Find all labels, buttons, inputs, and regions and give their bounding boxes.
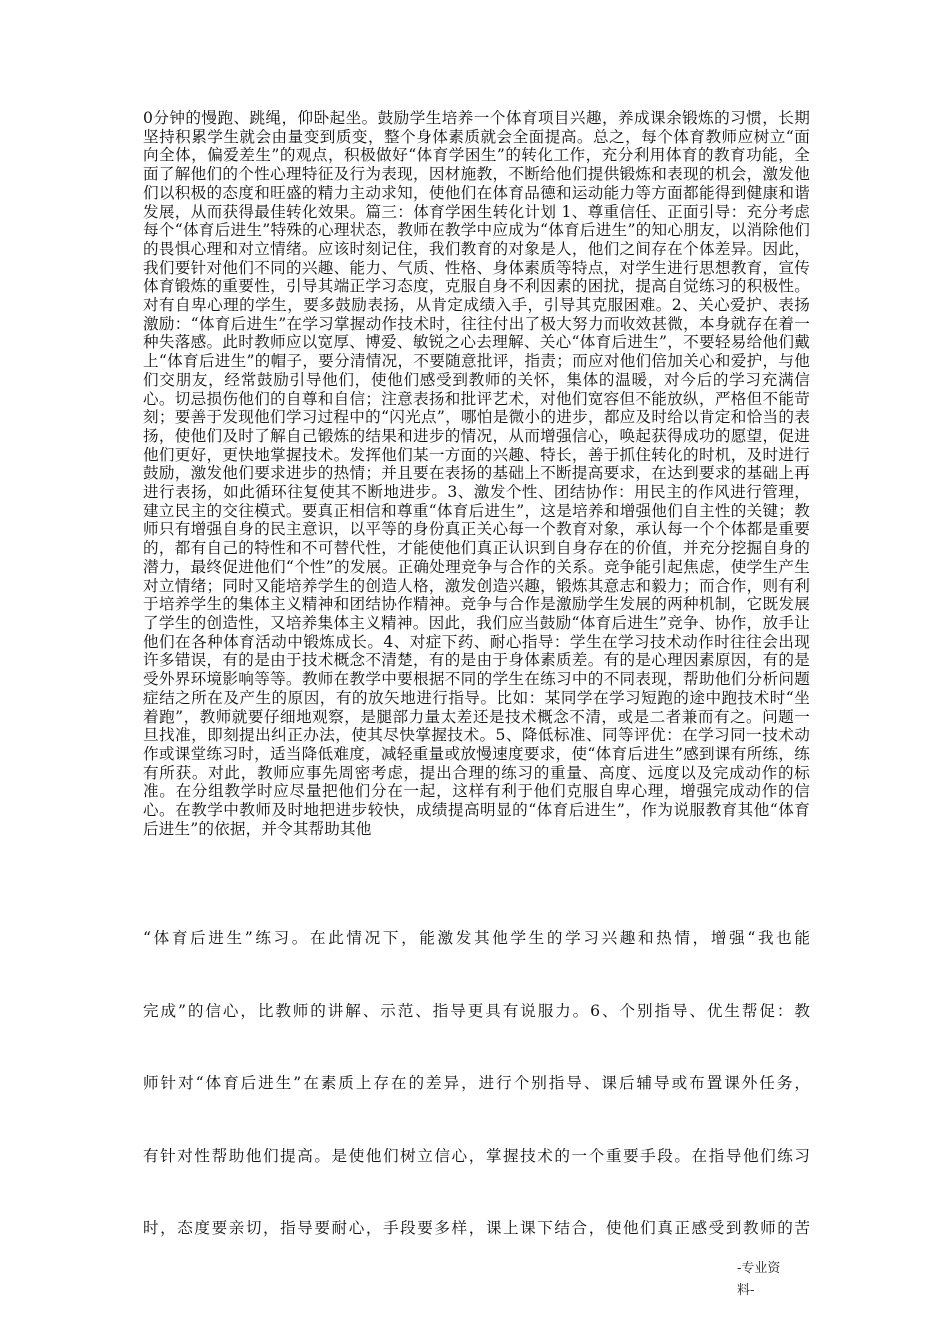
footer-label-line2: 料- [737,1283,755,1298]
spaced-paragraph [143,928,810,1291]
paragraph-line: 师针对“体育后进生”在素质上存在的差异，进行个别指导、课后辅导或布置课外任务， [143,1074,810,1092]
footer-label-line1: -专业资 [737,1261,781,1276]
paragraph-line: 完成”的信心，比教师的讲解、示范、指导更具有说服力。6、个别指导、优生帮促：教 [143,1001,810,1020]
paragraph-line: 有针对性帮助他们提高。是使他们树立信心，掌握技术的一个重要手段。在指导他们练习 [143,1146,810,1165]
paragraph-line: 时，态度要亲切，指导要耐心，手段要多样，课上课下结合，使他们真正感受到教师的苦 [143,1219,810,1237]
main-paragraph: 0分钟的慢跑、跳绳，仰卧起坐。鼓励学生培养一个体育项目兴趣，养成课余锻炼的习惯，长期坚持积累学生就会由量变到质变，整个身体素质就会全面提高。总之，每个体育教师应树立“面向全体，偏爱差生”的观点，积极做好“体育学困生”的转化工作，充分利用体育的教育功能，全面了解他们的个性心理特征及行为表现，因材施教，不断给他们提供锻炼和表现的机会，激发他们以积极的态度和旺盛的精力主动求知，使他们在体育品德和运动能力等方面都能得到健康和谐发展，从而获得最佳转化效果。篇三：体育学困生转化计划 1、尊重信任、正面引导：充分考虑每个“体育后进生”特殊的心理状态，教师在教学中应成为“体育后进生”的知心朋友，以消除他们的畏惧心理和对立情绪。应该时刻记住，我们教育的对象是人，他们之间存在个体差异。因此，我们要针对他们不同的兴趣、能力、气质、性格、身体素质等特点，对学生进行思想教育，宣传体育锻炼的重要性，引导其端正学习态度，克服自身不利因素的困扰，提高自觉练习的积极性。对有自卑心理的学生，要多鼓励表扬，从肯定成绩入手，引导其克服困难。2、关心爱护、表扬激励：“体育后进生”在学习掌握动作技术时，往往付出了极大努力而收效甚微，本身就存在着一种失落感。此时教师应以宽厚、博爱、敏锐之心去理解、关心“体育后进生”，不要轻易给他们戴上“体育后进生”的帽子，要分清情况，不要随意批评，指责；而应对他们倍加关心和爱护，与他们交朋友，经常鼓励引导他们，使他们感受到教师的关怀，集体的温暖，对今后的学习充满信心。切忌损伤他们的自尊和自信；注意表扬和批评艺术，对他们宽容但不能放纵，严格但不能苛刻；要善于发现他们学习过程中的“闪光点”，哪怕是微小的进步，都应及时给以肯定和恰当的表扬，使他们及时了解自己锻炼的结果和进步的情况，从而增强信心，唤起获得成功的愿望，促进他们更好，更快地掌握技术。发挥他们某一方面的兴趣、特长，善于抓住转化的时机，及时进行鼓励，激发他们要求进步的热情；并且要在表扬的基础上不断提高要求，在达到要求的基础上再进行表扬，如此循环往复使其不断地进步。3、激发个性、团结协作：用民主的作风进行管理，建立民主的交往模式。要真正相信和尊重“体育后进生”，这是培养和增强他们自主性的关键；教师只有增强自身的民主意识，以平等的身份真正关心每一个教育对象，承认每一个个体都是重要的，都有自己的特性和不可替代性，才能使他们真正认识到自身存在的价值，并充分挖掘自身的潜力，最终促进他们“个性”的发展。正确处理竞争与合作的关系。竞争能引起焦虑，使学生产生对立情绪；同时又能培养学生的创造人格，激发创造兴趣，锻炼其意志和毅力；而合作，则有利于培养学生的集体主义精神和团结协作精神。竞争与合作是激励学生发展的两种机制，它既发展了学生的创造性，又培养集体主义精神。因此，我们应当鼓励“体育后进生”竞争、协作，放手让他们在各种体育活动中锻炼成长。4、对症下药、耐心指导：学生在学习技术动作时往往会出现许多错误，有的是由于技术概念不清楚，有的是由于身体素质差。有的是心理因素原因，有的是受外界环境影响等等。教师在教学中要根据不同的学生在练习中的不同表现，帮助他们分析问题症结之所在及产生的原因，有的放矢地进行指导。比如：某同学在学习短跑的途中跑技术时“坐着跑”，教师就要仔细地观察，是腿部力量太差还是技术概念不清，或是二者兼而有之。问题一旦找准，即刻提出纠正办法，使其尽快掌握技术。5、降低标准、同等评优：在学习同一技术动作或课堂练习时，适当降低难度，减轻重量或放慢速度要求，使“体育后进生”感到课有所练，练有所获。对此，教师应事先周密考虑，提出合理的练习的重量、高度、远度以及完成动作的标准。在分组教学时应尽量把他们分在一起，这样有利于他们克服自卑心理，增强完成动作的信心。在教学中教师及时地把进步较快，成绩提高明显的“体育后进生”，作为说服教育其他“体育后进生”的依据，并令其帮助其他 [143,109,810,838]
paragraph-line: “体育后进生”练习。在此情况下，能激发其他学生的学习兴趣和热情，增强“我也能 [143,929,810,947]
page-footer [737,1258,817,1302]
